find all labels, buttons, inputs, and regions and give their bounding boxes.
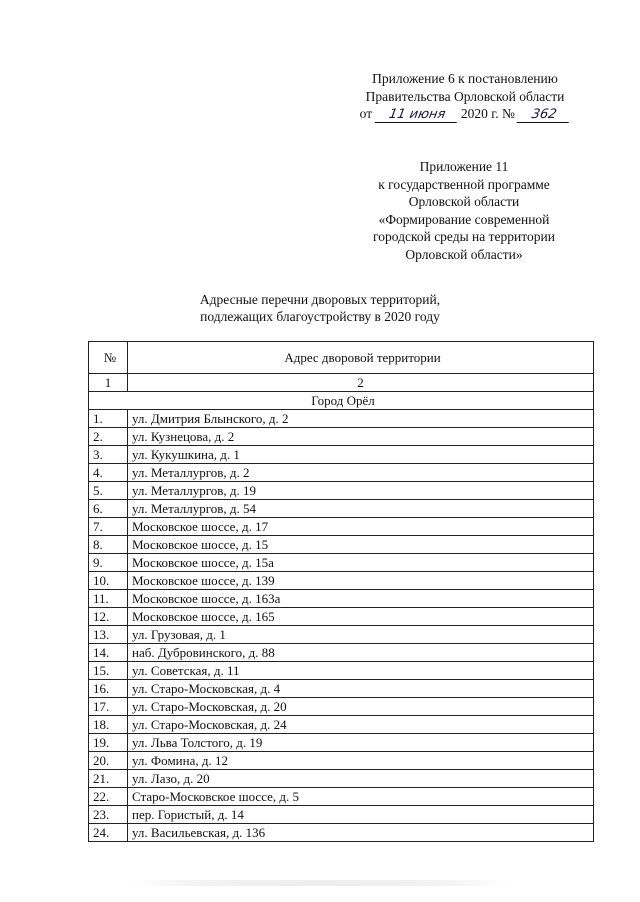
program-line: Орловской области» [405, 246, 523, 262]
column-number: 1 [89, 374, 128, 392]
row-number: 18. [89, 716, 128, 734]
table-row [89, 572, 594, 590]
header-number: № [89, 342, 128, 374]
address-table [88, 341, 594, 842]
row-number: 13. [89, 626, 128, 644]
date-year: 2020 г. № [460, 106, 515, 121]
from-prefix: от [359, 106, 373, 121]
row-number: 15. [89, 662, 128, 680]
table-row [89, 518, 594, 536]
row-address: ул. Металлургов, д. 2 [128, 464, 594, 482]
table-row [89, 752, 594, 770]
row-number: 2. [89, 428, 128, 446]
table-header-row [89, 342, 594, 374]
table-row [89, 500, 594, 518]
program-header [352, 158, 576, 263]
table-row [89, 824, 594, 842]
row-address: ул. Кукушкина, д. 1 [128, 446, 594, 464]
row-address: ул. Старо-Московская, д. 4 [128, 680, 594, 698]
row-address: ул. Старо-Московская, д. 20 [128, 698, 594, 716]
table-row [89, 770, 594, 788]
row-address: Московское шоссе, д. 165 [128, 608, 594, 626]
table-row [89, 788, 594, 806]
table-row [89, 536, 594, 554]
city-row [89, 392, 594, 410]
row-number: 16. [89, 680, 128, 698]
row-address: ул. Металлургов, д. 54 [128, 500, 594, 518]
row-address: ул. Старо-Московская, д. 24 [128, 716, 594, 734]
program-line: «Формирование современной [378, 211, 550, 227]
row-number: 3. [89, 446, 128, 464]
row-number: 21. [89, 770, 128, 788]
table-row [89, 590, 594, 608]
row-address: ул. Металлургов, д. 19 [128, 482, 594, 500]
program-line: к государственной программе [378, 176, 550, 192]
table-row [89, 554, 594, 572]
row-address: ул. Фомина, д. 12 [128, 752, 594, 770]
table-row [89, 446, 594, 464]
city-name: Город Орёл [89, 392, 594, 410]
row-address: пер. Гористый, д. 14 [128, 806, 594, 824]
row-number: 8. [89, 536, 128, 554]
table-row [89, 608, 594, 626]
handwritten-date: 11 июня [374, 108, 459, 123]
row-address: Московское шоссе, д. 15а [128, 554, 594, 572]
table-row [89, 626, 594, 644]
table-row [89, 644, 594, 662]
row-address: ул. Васильевская, д. 136 [128, 824, 594, 842]
appendix-line-1: Приложение 6 к постановлению [372, 71, 558, 86]
header-address: Адрес дворовой территории [128, 342, 594, 374]
row-address: Московское шоссе, д. 139 [128, 572, 594, 590]
row-address: ул. Кузнецова, д. 2 [128, 428, 594, 446]
row-number: 6. [89, 500, 128, 518]
row-number: 23. [89, 806, 128, 824]
row-number: 5. [89, 482, 128, 500]
row-address: ул. Льва Толстого, д. 19 [128, 734, 594, 752]
row-number: 24. [89, 824, 128, 842]
row-number: 7. [89, 518, 128, 536]
row-address: Старо-Московское шоссе, д. 5 [128, 788, 594, 806]
appendix-header [340, 70, 590, 123]
row-address: ул. Грузовая, д. 1 [128, 626, 594, 644]
column-number-row [89, 374, 594, 392]
row-address: ул. Лазо, д. 20 [128, 770, 594, 788]
table-row [89, 662, 594, 680]
table-row [89, 410, 594, 428]
table-row [89, 680, 594, 698]
table-row [89, 806, 594, 824]
row-number: 10. [89, 572, 128, 590]
row-number: 4. [89, 464, 128, 482]
row-number: 17. [89, 698, 128, 716]
document-title [150, 291, 490, 325]
row-number: 19. [89, 734, 128, 752]
row-number: 14. [89, 644, 128, 662]
row-address: Московское шоссе, д. 15 [128, 536, 594, 554]
appendix-date-line [340, 105, 590, 123]
row-address: Московское шоссе, д. 163а [128, 590, 594, 608]
title-line-1: Адресные перечни дворовых территорий, [199, 292, 441, 307]
row-address: ул. Дмитрия Блынского, д. 2 [128, 410, 594, 428]
row-number: 20. [89, 752, 128, 770]
table-row [89, 698, 594, 716]
scan-artifact [130, 880, 510, 886]
table-row [89, 428, 594, 446]
table-row [89, 464, 594, 482]
row-number: 1. [89, 410, 128, 428]
row-number: 12. [89, 608, 128, 626]
program-line: Орловской области [408, 194, 520, 209]
row-address: наб. Дубровинского, д. 88 [128, 644, 594, 662]
row-number: 9. [89, 554, 128, 572]
table-row [89, 482, 594, 500]
row-address: ул. Советская, д. 11 [128, 662, 594, 680]
program-line: Приложение 11 [419, 159, 509, 174]
program-line: городской среды на территории [373, 229, 555, 244]
row-address: Московское шоссе, д. 17 [128, 518, 594, 536]
table-row [89, 716, 594, 734]
column-number: 2 [128, 374, 594, 392]
title-line-2: подлежащих благоустройству в 2020 году [200, 309, 440, 324]
handwritten-number: 362 [517, 108, 572, 123]
row-number: 11. [89, 590, 128, 608]
appendix-line-2: Правительства Орловской области [365, 88, 565, 104]
table-row [89, 734, 594, 752]
row-number: 22. [89, 788, 128, 806]
